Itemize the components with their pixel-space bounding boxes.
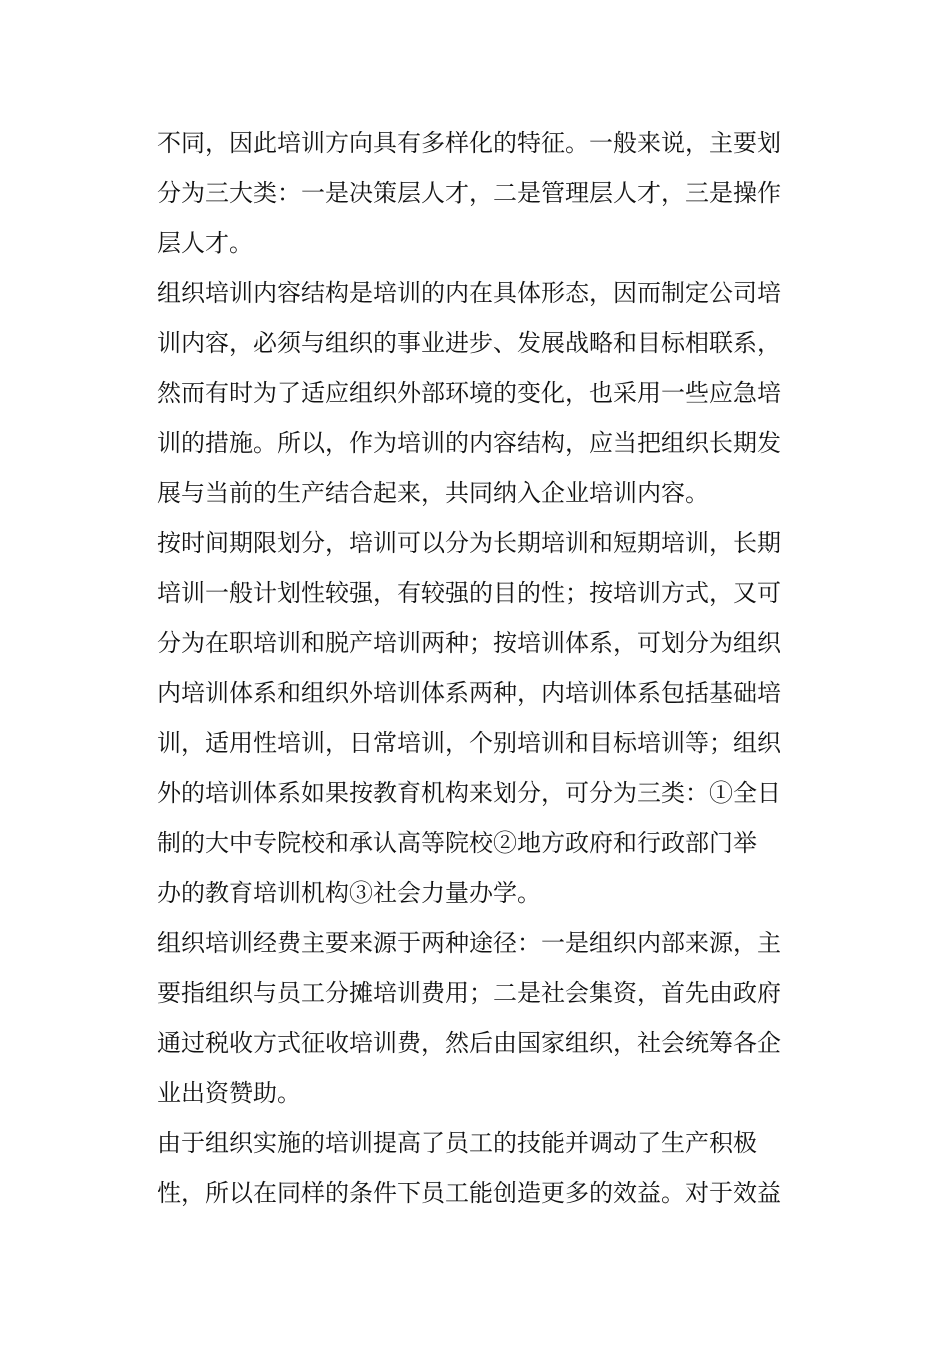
text-line: 训的措施。所以，作为培训的内容结构，应当把组织长期发 xyxy=(157,429,781,457)
paragraph-training-direction xyxy=(157,118,781,268)
text-line: 分为在职培训和脱产培训两种；按培训体系，可划分为组织 xyxy=(157,629,781,657)
text-line: 训内容，必须与组织的事业进步、发展战略和目标相联系， xyxy=(157,329,781,357)
paragraph-training-classification xyxy=(157,518,781,918)
text-line: 展与当前的生产结合起来，共同纳入企业培训内容。 xyxy=(157,479,709,507)
text-line: 培训一般计划性较强，有较强的目的性；按培训方式，又可 xyxy=(157,579,781,607)
text-line: 不同，因此培训方向具有多样化的特征。一般来说，主要划 xyxy=(157,129,781,157)
paragraph-training-benefits xyxy=(157,1118,781,1218)
text-line: 外的培训体系如果按教育机构来划分，可分为三类：①全日 xyxy=(157,779,781,807)
text-line: 组织培训经费主要来源于两种途径：一是组织内部来源，主 xyxy=(157,929,781,957)
paragraph-training-funding xyxy=(157,918,781,1118)
text-line: 按时间期限划分，培训可以分为长期培训和短期培训，长期 xyxy=(157,529,781,557)
text-line: 办的教育培训机构③社会力量办学。 xyxy=(157,879,541,907)
text-line: 层人才。 xyxy=(157,229,253,257)
text-line: 通过税收方式征收培训费，然后由国家组织，社会统筹各企 xyxy=(157,1029,781,1057)
text-line: 分为三大类：一是决策层人才，二是管理层人才，三是操作 xyxy=(157,179,781,207)
text-line: 要指组织与员工分摊培训费用；二是社会集资，首先由政府 xyxy=(157,979,781,1007)
text-line: 性，所以在同样的条件下员工能创造更多的效益。对于效益 xyxy=(157,1179,781,1207)
text-line: 业出资赞助。 xyxy=(157,1079,301,1107)
text-line: 组织培训内容结构是培训的内在具体形态，因而制定公司培 xyxy=(157,279,781,307)
paragraph-content-structure xyxy=(157,268,781,518)
text-line: 内培训体系和组织外培训体系两种，内培训体系包括基础培 xyxy=(157,679,781,707)
document-body xyxy=(157,118,781,1218)
text-line: 制的大中专院校和承认高等院校②地方政府和行政部门举 xyxy=(157,829,757,857)
text-line: 训，适用性培训，日常培训，个别培训和目标培训等；组织 xyxy=(157,729,781,757)
text-line: 由于组织实施的培训提高了员工的技能并调动了生产积极 xyxy=(157,1129,757,1157)
text-line: 然而有时为了适应组织外部环境的变化，也采用一些应急培 xyxy=(157,379,781,407)
